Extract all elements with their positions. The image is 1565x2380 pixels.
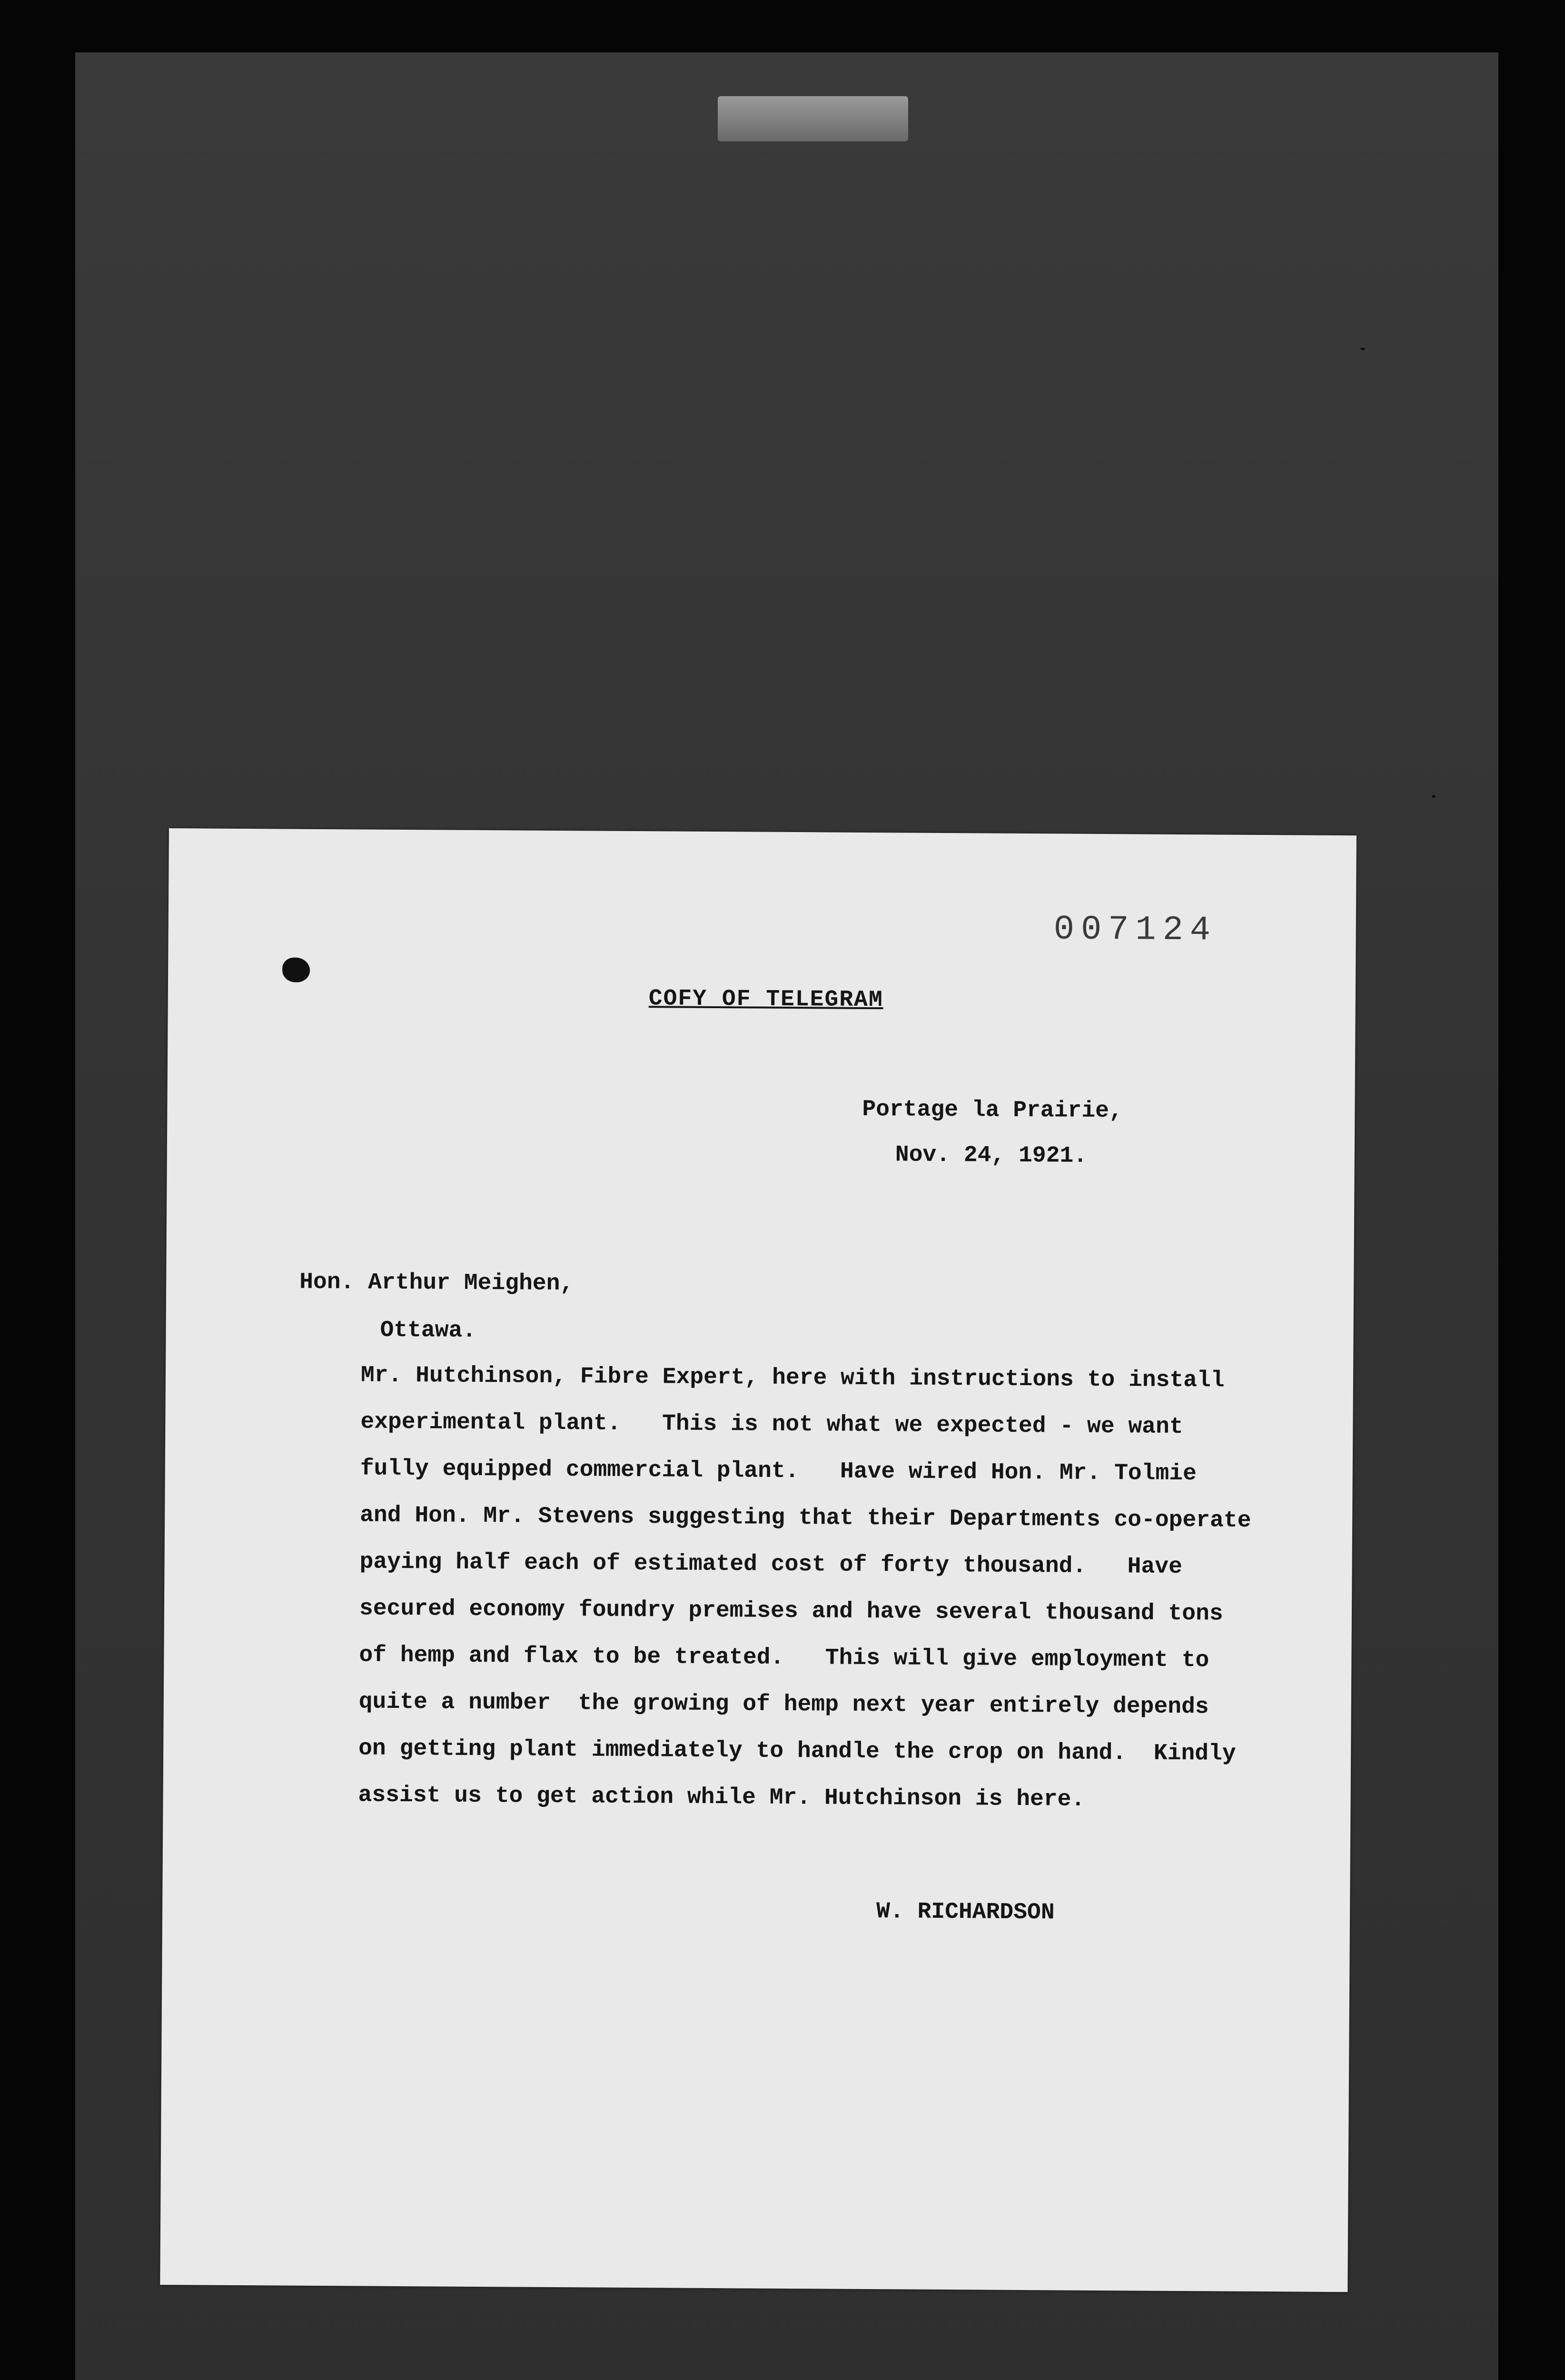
body-line: assist us to get action while Mr. Hutchinson is here. [358,1782,1085,1813]
punch-hole [282,957,310,982]
film-speck [1432,795,1436,798]
body-line: secured economy foundry premises and have several thousand tons [359,1596,1223,1627]
document-number: 007124 [1053,910,1218,950]
body-line: of hemp and flax to be treated. This will give employment to [359,1642,1209,1674]
addressee-city: Ottawa. [380,1317,476,1344]
body-line: on getting plant immediately to handle the crop on hand. Kindly [358,1735,1236,1767]
body-line: quite a number the growing of hemp next year entirely depends [358,1689,1209,1720]
sender-place: Portage la Prairie, [862,1096,1123,1124]
document-title: COFY OF TELEGRAM [648,986,883,1013]
body-line: fully equipped commercial plant. Have wired Hon. Mr. Tolmie [360,1456,1197,1487]
signature: W. RICHARDSON [876,1899,1055,1926]
body-line: paying half each of estimated cost of forty thousand. Have [359,1549,1183,1580]
telegram-sheet [160,828,1357,2292]
body-line: and Hon. Mr. Stevens suggesting that their Departments co-operate [360,1502,1251,1534]
body-line: experimental plant. This is not what we expected - we want [360,1409,1183,1440]
telegram-date: Nov. 24, 1921. [895,1142,1088,1169]
film-speck [1360,347,1365,350]
body-line: Mr. Hutchinson, Fibre Expert, here with instructions to install [360,1362,1225,1394]
holder-clip [718,96,908,141]
addressee: Hon. Arthur Meighen, [299,1269,574,1297]
